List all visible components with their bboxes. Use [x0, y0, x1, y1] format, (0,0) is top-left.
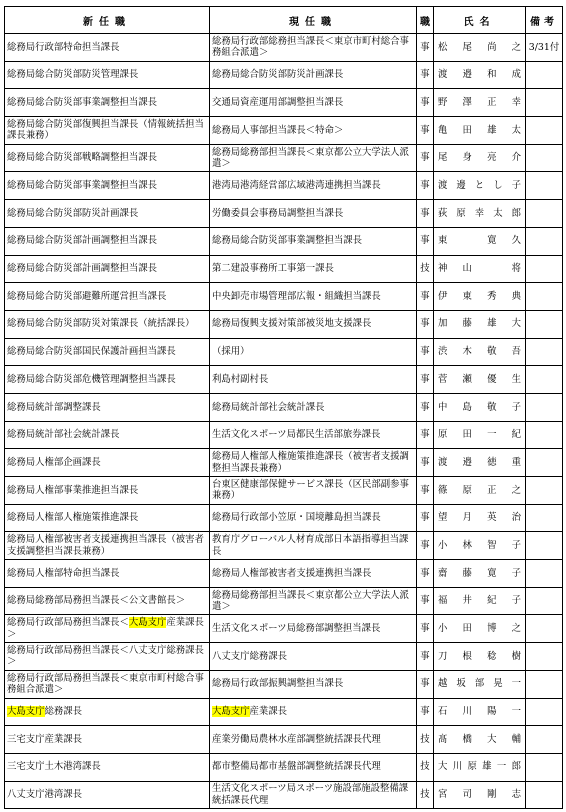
- remarks-cell: [526, 172, 563, 200]
- job-type-cell: 事: [417, 144, 434, 172]
- cell-text: 中央卸売市場管理部広報・組織担当課長: [212, 290, 381, 302]
- table-row: [5, 338, 563, 366]
- name-cell: [434, 643, 526, 671]
- remarks-cell: [526, 338, 563, 366]
- person-name: 伊東秀典: [438, 290, 521, 302]
- person-name: 菅瀬優生: [438, 373, 521, 385]
- remarks-cell: [526, 670, 563, 698]
- personnel-table: [4, 6, 563, 809]
- name-cell: [434, 393, 526, 421]
- highlighted-text: 大島支庁: [128, 617, 167, 629]
- name-cell: [434, 753, 526, 781]
- name-cell: [434, 172, 526, 200]
- remarks-cell: [526, 781, 563, 809]
- job-type-cell: 技: [417, 255, 434, 283]
- cell-text: 総務局総務部担当課長＜東京都公立大学法人派遣＞: [212, 146, 409, 170]
- cell-text: 産業労働局農林水産部調整統括課長代理: [212, 733, 381, 745]
- current-position-cell: [210, 172, 417, 200]
- cell-text: 八丈支庁総務課長: [212, 650, 288, 662]
- remarks-cell: 3/31付: [526, 34, 563, 62]
- remarks-cell: [526, 310, 563, 338]
- name-cell: [434, 283, 526, 311]
- name-cell: [434, 532, 526, 560]
- name-cell: [434, 698, 526, 726]
- person-name: 篠原正之: [438, 484, 521, 496]
- cell-text: 港湾局港湾経営部広域港湾連携担当課長: [212, 180, 381, 192]
- cell-text: 産業課長: [249, 706, 288, 718]
- header-current-position: 現任職: [210, 7, 417, 34]
- table-row: [5, 255, 563, 283]
- cell-text: 総務局総合防災部防災管理課長: [7, 69, 139, 81]
- new-position-cell: [5, 449, 210, 477]
- table-header: [5, 7, 563, 34]
- current-position-cell: [210, 144, 417, 172]
- new-position-cell: [5, 310, 210, 338]
- job-type-cell: 事: [417, 366, 434, 394]
- name-cell: [434, 255, 526, 283]
- new-position-cell: [5, 421, 210, 449]
- current-position-cell: [210, 366, 417, 394]
- new-position-cell: [5, 753, 210, 781]
- remarks-cell: [526, 532, 563, 560]
- job-type-cell: 事: [417, 338, 434, 366]
- table-row: [5, 117, 563, 145]
- new-position-cell: [5, 172, 210, 200]
- remarks-cell: [526, 144, 563, 172]
- table-row: [5, 283, 563, 311]
- job-type-cell: 事: [417, 449, 434, 477]
- person-name: 中島敬子: [438, 401, 521, 413]
- current-position-cell: [210, 781, 417, 809]
- job-type-cell: 技: [417, 726, 434, 754]
- current-position-cell: [210, 753, 417, 781]
- table-row: [5, 643, 563, 671]
- cell-text: 第二建設事務所工事第一課長: [212, 263, 334, 275]
- person-name: 宮司剛志: [438, 789, 521, 801]
- cell-text: 総務局総合防災部事業調整担当課長: [212, 235, 363, 247]
- name-cell: [434, 449, 526, 477]
- new-position-cell: [5, 781, 210, 809]
- remarks-cell: [526, 587, 563, 615]
- job-type-cell: 事: [417, 200, 434, 228]
- table-row: [5, 726, 563, 754]
- person-name: 原田一紀: [438, 429, 521, 441]
- cell-text: 総務局人権部特命担当課長: [7, 567, 120, 579]
- person-name: 神山 将: [438, 263, 521, 275]
- cell-text: 総務局行政部特命担当課長: [7, 41, 120, 53]
- job-type-cell: 事: [417, 643, 434, 671]
- person-name: 渋木敬吾: [438, 346, 521, 358]
- current-position-cell: [210, 283, 417, 311]
- table-row: [5, 781, 563, 809]
- table-row: [5, 753, 563, 781]
- current-position-cell: [210, 477, 417, 505]
- remarks-cell: [526, 61, 563, 89]
- job-type-cell: 事: [417, 615, 434, 643]
- name-cell: [434, 227, 526, 255]
- cell-text: 総務局行政部局務担当課長＜東京市町村総合事務組合派遣＞: [7, 672, 204, 696]
- cell-text: 三宅支庁産業課長: [7, 733, 83, 745]
- highlighted-text: 大島支庁: [7, 706, 45, 718]
- cell-text: 総務局総合防災部復興担当課長（情報統括担当課長兼務）: [7, 118, 204, 142]
- cell-text: 都市整備局都市基盤部調整統括課長代理: [212, 761, 381, 773]
- name-cell: [434, 587, 526, 615]
- remarks-cell: [526, 117, 563, 145]
- current-position-cell: [210, 34, 417, 62]
- job-type-cell: 事: [417, 477, 434, 505]
- job-type-cell: 事: [417, 421, 434, 449]
- name-cell: [434, 781, 526, 809]
- cell-text: 総務局統計部社会統計課長: [212, 401, 325, 413]
- current-position-cell: [210, 449, 417, 477]
- job-type-cell: 事: [417, 283, 434, 311]
- cell-text: 総務局総合防災部事業調整担当課長: [7, 180, 158, 192]
- job-type-cell: 事: [417, 61, 434, 89]
- new-position-cell: [5, 255, 210, 283]
- table-row: [5, 532, 563, 560]
- new-position-cell: [5, 61, 210, 89]
- cell-text: 総務局総合防災部防災計画課長: [7, 207, 139, 219]
- remarks-cell: [526, 89, 563, 117]
- table-row: [5, 698, 563, 726]
- job-type-cell: 事: [417, 670, 434, 698]
- person-name: 大川原雄一郎: [438, 761, 521, 773]
- table-row: [5, 615, 563, 643]
- new-position-cell: [5, 366, 210, 394]
- table-row: [5, 560, 563, 588]
- person-name: 渡邊とし子: [438, 180, 521, 192]
- new-position-cell: [5, 643, 210, 671]
- name-cell: [434, 310, 526, 338]
- name-cell: [434, 117, 526, 145]
- person-name: 小林智子: [438, 539, 521, 551]
- current-position-cell: [210, 89, 417, 117]
- job-type-cell: 技: [417, 781, 434, 809]
- new-position-cell: [5, 393, 210, 421]
- table-row: [5, 366, 563, 394]
- cell-text: 総務局人権部人権施策推進課長（被害者支援調整担当課長兼務）: [212, 451, 409, 474]
- name-cell: [434, 61, 526, 89]
- job-type-cell: 事: [417, 227, 434, 255]
- table-body: [5, 34, 563, 809]
- cell-text: 総務局人権部被害者支援連携担当課長: [212, 567, 372, 579]
- cell-text: 生活文化スポーツ局総務部調整担当課長: [212, 623, 381, 635]
- name-cell: [434, 560, 526, 588]
- new-position-cell: [5, 560, 210, 588]
- current-position-cell: [210, 310, 417, 338]
- table-row: [5, 310, 563, 338]
- new-position-cell: [5, 726, 210, 754]
- header-remarks: 備考: [526, 7, 563, 34]
- cell-text: 総務局総務部担当課長＜東京都公立大学法人派遣＞: [212, 589, 409, 613]
- name-cell: [434, 421, 526, 449]
- cell-text: 産業課長＞: [7, 617, 204, 640]
- new-position-cell: [5, 587, 210, 615]
- remarks-cell: [526, 449, 563, 477]
- cell-text: 総務局行政部総務担当課長＜東京市町村総合事務組合派遣＞: [212, 35, 409, 59]
- header-kind: 職: [417, 7, 434, 34]
- current-position-cell: [210, 393, 417, 421]
- cell-text: 総務局総合防災部防災計画課長: [212, 69, 344, 81]
- current-position-cell: [210, 726, 417, 754]
- name-cell: [434, 615, 526, 643]
- job-type-cell: 事: [417, 393, 434, 421]
- table-row: [5, 477, 563, 505]
- cell-text: 総務局総合防災部防災対策課長（統括課長）: [7, 318, 195, 330]
- current-position-cell: [210, 421, 417, 449]
- new-position-cell: [5, 477, 210, 505]
- cell-text: 八丈支庁港湾課長: [7, 789, 83, 801]
- cell-text: 総務局統計部調整課長: [7, 401, 101, 413]
- person-name: 東 寛久: [438, 235, 521, 247]
- new-position-cell: [5, 144, 210, 172]
- current-position-cell: [210, 255, 417, 283]
- new-position-cell: [5, 34, 210, 62]
- new-position-cell: [5, 227, 210, 255]
- remarks-cell: [526, 643, 563, 671]
- job-type-cell: 事: [417, 117, 434, 145]
- current-position-cell: [210, 117, 417, 145]
- table-row: [5, 89, 563, 117]
- cell-text: 総務課長: [44, 706, 83, 718]
- person-name: 松尾尚之: [438, 41, 521, 53]
- name-cell: [434, 477, 526, 505]
- remarks-cell: [526, 477, 563, 505]
- table-row: [5, 61, 563, 89]
- current-position-cell: [210, 227, 417, 255]
- person-name: 渡邉和成: [438, 69, 521, 81]
- table-row: [5, 172, 563, 200]
- cell-text: 台東区健康部保健サービス課長（区民部副参事兼務）: [212, 478, 409, 502]
- person-name: 刀根稔樹: [438, 650, 521, 662]
- job-type-cell: 事: [417, 172, 434, 200]
- cell-text: 労働委員会事務局調整担当課長: [212, 207, 344, 219]
- job-type-cell: 事: [417, 698, 434, 726]
- cell-text: 交通局資産運用部調整担当課長: [212, 96, 344, 108]
- remarks-cell: [526, 200, 563, 228]
- cell-text: 総務局人権部被害者支援連携担当課長（被害者支援調整担当課長兼務）: [7, 534, 204, 557]
- cell-text: 総務局人権部事業推進担当課長: [7, 484, 139, 496]
- new-position-cell: [5, 338, 210, 366]
- cell-text: 総務局行政部小笠原・国境離島担当課長: [212, 512, 381, 524]
- cell-text: 総務局人事部担当課長＜特命＞: [212, 124, 344, 136]
- current-position-cell: [210, 200, 417, 228]
- name-cell: [434, 200, 526, 228]
- person-name: 野澤正幸: [438, 96, 521, 108]
- new-position-cell: [5, 200, 210, 228]
- name-cell: [434, 366, 526, 394]
- new-position-cell: [5, 532, 210, 560]
- cell-text: 総務局総合防災部計画調整担当課長: [7, 263, 158, 275]
- cell-text: 総務局行政部局務担当課長＜: [7, 617, 129, 629]
- job-type-cell: 事: [417, 532, 434, 560]
- cell-text: 総務局総合防災部国民保護計画担当課長: [7, 346, 176, 358]
- table-row: [5, 227, 563, 255]
- cell-text: 総務局総務部局務担当課長＜公文書館長＞: [7, 595, 186, 607]
- job-type-cell: 事: [417, 504, 434, 532]
- current-position-cell: [210, 532, 417, 560]
- job-type-cell: 事: [417, 587, 434, 615]
- table-row: [5, 587, 563, 615]
- name-cell: [434, 726, 526, 754]
- person-name: 越坂部晃一: [438, 678, 521, 690]
- cell-text: 総務局総合防災部事業調整担当課長: [7, 96, 158, 108]
- current-position-cell: [210, 643, 417, 671]
- new-position-cell: [5, 283, 210, 311]
- remarks-cell: [526, 560, 563, 588]
- name-cell: [434, 338, 526, 366]
- remarks-cell: [526, 726, 563, 754]
- current-position-cell: [210, 587, 417, 615]
- person-name: 荻原幸太郎: [438, 207, 521, 219]
- cell-text: 総務局総合防災部計画調整担当課長: [7, 235, 158, 247]
- current-position-cell: [210, 560, 417, 588]
- name-cell: [434, 144, 526, 172]
- name-cell: [434, 34, 526, 62]
- table-row: [5, 449, 563, 477]
- cell-text: 総務局行政部振興調整担当課長: [212, 678, 344, 690]
- person-name: 望月英治: [438, 512, 521, 524]
- person-name: 尾身亮介: [438, 152, 521, 164]
- cell-text: （採用）: [212, 346, 250, 358]
- header-new-position: 新任職: [5, 7, 210, 34]
- remarks-cell: [526, 753, 563, 781]
- cell-text: 総務局人権部企画課長: [7, 456, 101, 468]
- cell-text: 生活文化スポーツ局スポーツ施設部施設整備課統括課長代理: [212, 783, 409, 806]
- cell-text: 総務局総合防災部危機管理調整担当課長: [7, 373, 176, 385]
- person-name: 髙橋大輔: [438, 733, 521, 745]
- cell-text: 総務局統計部社会統計課長: [7, 429, 120, 441]
- name-cell: [434, 670, 526, 698]
- job-type-cell: 事: [417, 34, 434, 62]
- remarks-cell: [526, 504, 563, 532]
- person-name: 小田博之: [438, 623, 521, 635]
- new-position-cell: [5, 117, 210, 145]
- new-position-cell: [5, 670, 210, 698]
- new-position-cell: [5, 89, 210, 117]
- new-position-cell: [5, 504, 210, 532]
- header-name: 氏名: [434, 7, 526, 34]
- job-type-cell: 事: [417, 310, 434, 338]
- remarks-cell: [526, 421, 563, 449]
- job-type-cell: 事: [417, 560, 434, 588]
- remarks-cell: [526, 227, 563, 255]
- remarks-cell: [526, 366, 563, 394]
- name-cell: [434, 89, 526, 117]
- remarks-cell: [526, 698, 563, 726]
- person-name: 齋藤寛子: [438, 567, 521, 579]
- current-position-cell: [210, 670, 417, 698]
- table-row: [5, 200, 563, 228]
- cell-text: 総務局人権部人権施策推進課長: [7, 512, 139, 524]
- table-row: [5, 504, 563, 532]
- current-position-cell: [210, 61, 417, 89]
- current-position-cell: [210, 698, 417, 726]
- table-row: [5, 670, 563, 698]
- new-position-cell: [5, 698, 210, 726]
- cell-text: 総務局復興支援対策部被災地支援課長: [212, 318, 372, 330]
- name-cell: [434, 504, 526, 532]
- remarks-cell: [526, 255, 563, 283]
- person-name: 加藤雄大: [438, 318, 521, 330]
- cell-text: 総務局行政部局務担当課長＜八丈支庁総務課長＞: [7, 644, 204, 668]
- remarks-cell: [526, 393, 563, 421]
- cell-text: 生活文化スポーツ局都民生活部旅券課長: [212, 429, 381, 441]
- cell-text: 教育庁グローバル人材育成部日本語指導担当課長: [212, 534, 409, 557]
- remarks-cell: [526, 283, 563, 311]
- table-row: [5, 34, 563, 62]
- remarks-cell: [526, 615, 563, 643]
- current-position-cell: [210, 338, 417, 366]
- person-name: 福井紀子: [438, 595, 521, 607]
- person-name: 石川陽一: [438, 706, 521, 718]
- person-name: 亀田雄太: [438, 124, 521, 136]
- table-row: [5, 144, 563, 172]
- cell-text: 総務局総合防災部避難所運営担当課長: [7, 290, 167, 302]
- cell-text: 三宅支庁土木港湾課長: [7, 761, 101, 773]
- new-position-cell: [5, 615, 210, 643]
- current-position-cell: [210, 504, 417, 532]
- highlighted-text: 大島支庁: [212, 706, 250, 718]
- table-row: [5, 393, 563, 421]
- job-type-cell: 技: [417, 753, 434, 781]
- person-name: 渡邉徳重: [438, 456, 521, 468]
- cell-text: 総務局総合防災部戦略調整担当課長: [7, 152, 158, 164]
- job-type-cell: 事: [417, 89, 434, 117]
- table-row: [5, 421, 563, 449]
- cell-text: 利島村副村長: [212, 373, 269, 385]
- current-position-cell: [210, 615, 417, 643]
